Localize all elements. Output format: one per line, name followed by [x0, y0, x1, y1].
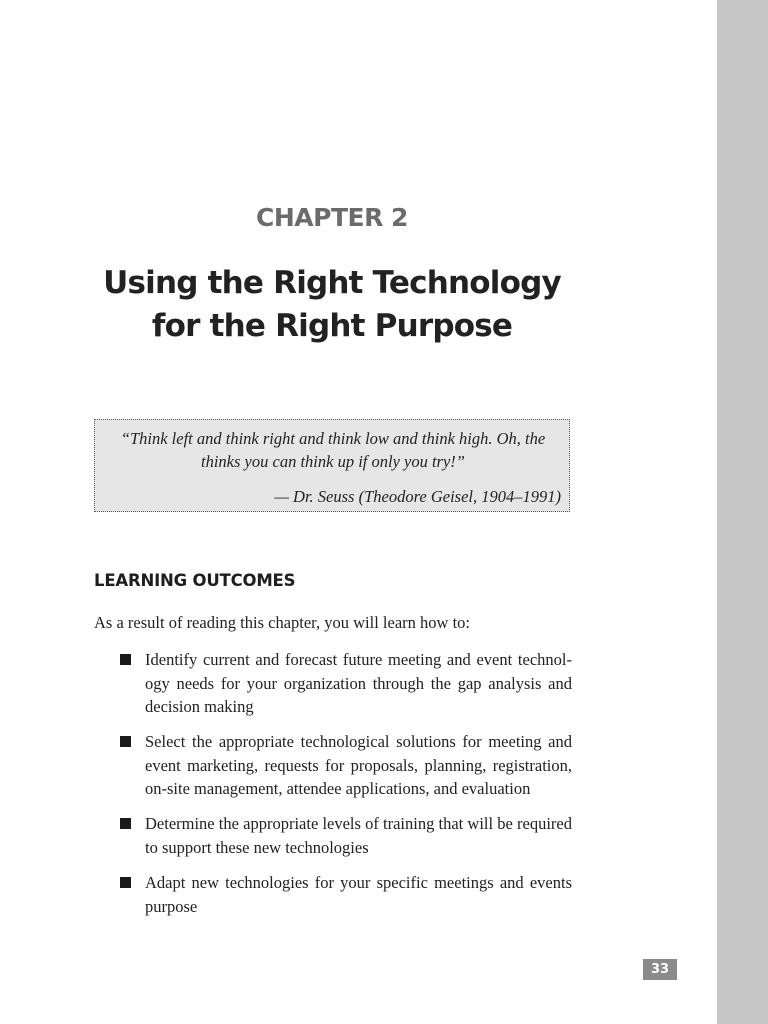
- epigraph-attribution: — Dr. Seuss (Theodore Geisel, 1904–1991): [274, 487, 561, 506]
- square-bullet-icon: [120, 736, 131, 747]
- square-bullet-icon: [120, 818, 131, 829]
- epigraph-quote: “Think left and think right and think low and think high. Oh, the thinks you can think up if only you try!”: [120, 429, 546, 471]
- page-number: 33: [643, 959, 677, 980]
- page-edge-margin: [717, 0, 768, 1024]
- outcome-text: Determine the appropriate levels of training that will be required to support these new technologies: [145, 814, 572, 857]
- outcome-item: [145, 812, 572, 859]
- learning-outcomes-intro: As a result of reading this chapter, you will learn how to:: [94, 613, 470, 632]
- outcome-text: Select the appropriate technological solutions for meeting and event marketing, requests for proposals, planning, registration, on-site management, attendee applications, and evaluation: [145, 732, 572, 798]
- chapter-title-line-2: for the Right Purpose: [151, 308, 513, 344]
- epigraph-box: [94, 419, 570, 512]
- outcome-item: [145, 871, 572, 918]
- outcome-item: [145, 730, 572, 801]
- outcome-text: Identify current and forecast future meeting and event technol-ogy needs for your organization through the gap analysis and decision making: [145, 650, 572, 716]
- outcome-item: [145, 648, 572, 719]
- square-bullet-icon: [120, 877, 131, 888]
- chapter-label: CHAPTER 2: [256, 203, 408, 232]
- learning-outcomes-heading: LEARNING OUTCOMES: [94, 571, 296, 590]
- outcome-text: Adapt new technologies for your specific meetings and events purpose: [145, 873, 572, 916]
- chapter-title: [0, 262, 664, 348]
- chapter-title-line-1: Using the Right Technology: [103, 265, 561, 301]
- square-bullet-icon: [120, 654, 131, 665]
